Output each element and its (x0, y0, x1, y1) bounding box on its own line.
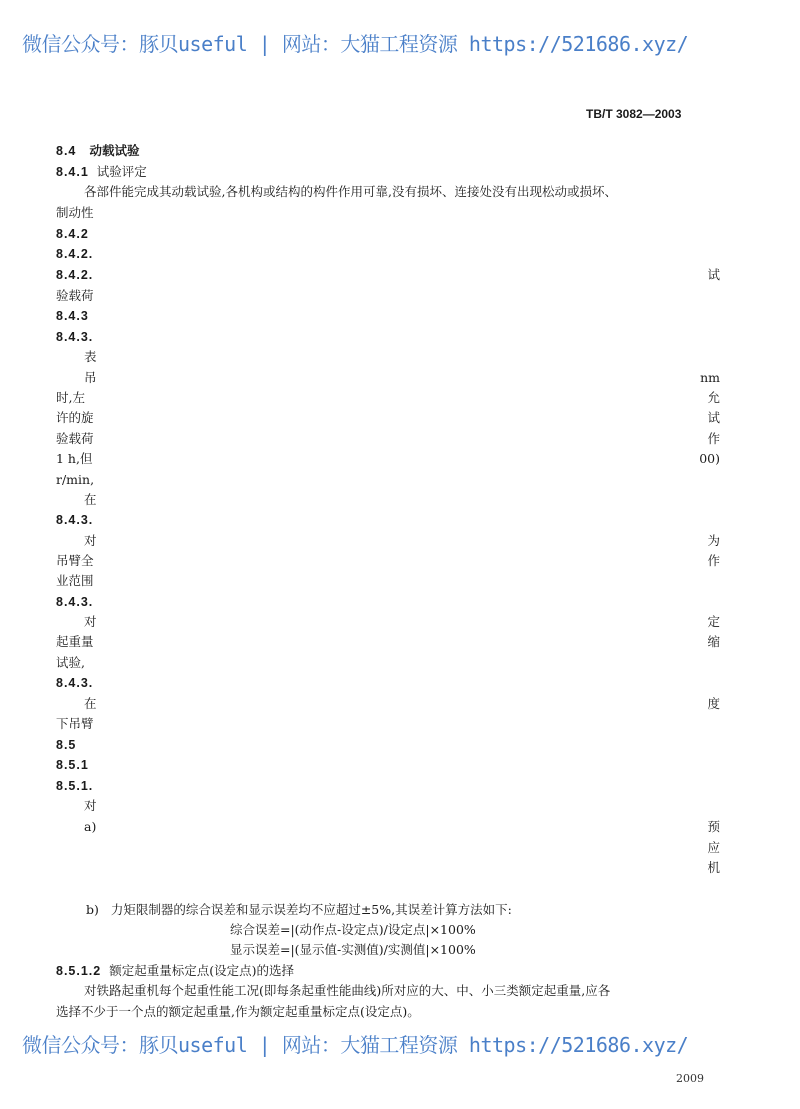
item-label: b) (86, 902, 99, 917)
watermark-bottom: 微信公众号：豚贝useful | 网站：大猫工程资源 https://521686.xyz/ (22, 1033, 689, 1057)
section-title: 动载试验 (89, 143, 140, 158)
section-number: 8.4 (56, 144, 77, 158)
text-fragment: 缩 (707, 634, 720, 649)
text-fragment: 8.4.3. (56, 595, 94, 609)
page-number: 2009 (676, 1072, 704, 1085)
item-b (86, 902, 512, 918)
formula-combined-error: 综合误差=|(动作点-设定点)/设定点|×100% (230, 922, 476, 937)
text-fragment: 1 h,但 (56, 451, 93, 466)
text-fragment: 验载荷 (56, 288, 94, 303)
text-fragment: 8.4.2. (56, 247, 94, 261)
text-fragment: 对 (84, 798, 97, 813)
text-fragment: 试 (707, 410, 720, 425)
text-fragment: 试 (707, 267, 720, 282)
section-title: 额定起重量标定点(设定点)的选择 (109, 963, 294, 978)
text-fragment: 作 (707, 553, 720, 568)
text-fragment: 许的旋 (56, 410, 94, 425)
text-fragment: 8.5.1. (56, 779, 94, 793)
text-fragment: 8.4.3. (56, 330, 94, 344)
text-fragment: 作 (707, 431, 720, 446)
text-fragment: 8.4.3. (56, 513, 94, 527)
text-fragment: nm (700, 370, 720, 385)
section-title: 试验评定 (96, 164, 147, 179)
watermark-top: 微信公众号：豚贝useful | 网站：大猫工程资源 https://521686.xyz/ (22, 32, 689, 56)
heading-8-4-1 (56, 164, 147, 180)
heading-8-5-1-2 (56, 963, 294, 979)
text-fragment: 00) (699, 451, 720, 466)
text-fragment: 吊 (84, 370, 97, 385)
text-fragment: 试验, (56, 655, 85, 670)
paragraph-line: 对铁路起重机每个起重性能工况(即每条起重性能曲线)所对应的大、中、小三类额定起重量,应各 (84, 983, 611, 998)
text-fragment: 对 (84, 533, 97, 548)
paragraph-line: 各部件能完成其动载试验,各机构或结构的构件作用可靠,没有损坏、连接处没有出现松动或损坏、 (84, 184, 617, 199)
text-fragment: 业范围 (56, 573, 94, 588)
section-number: 8.4.1 (56, 165, 89, 179)
heading-8-4 (56, 143, 139, 159)
paragraph-line: 制动性 (56, 205, 94, 220)
text-fragment: 下吊臂 (56, 716, 94, 731)
text-fragment: 8.4.3. (56, 676, 94, 690)
text-fragment: 8.5 (56, 738, 77, 752)
text-fragment: 起重量 (56, 634, 94, 649)
text-fragment: 8.4.3 (56, 309, 89, 323)
text-fragment: 验载荷 (56, 431, 94, 446)
text-fragment: 在 (84, 696, 97, 711)
text-fragment: a) (84, 819, 97, 834)
text-fragment: 为 (707, 533, 720, 548)
text-fragment: 8.4.2. (56, 268, 94, 282)
standard-number: TB/T 3082—2003 (586, 107, 682, 121)
text-fragment: 应 (707, 840, 720, 855)
text-fragment: 允 (707, 390, 720, 405)
text-fragment: 在 (84, 492, 97, 507)
text-fragment: 对 (84, 614, 97, 629)
text-fragment: 表 (84, 349, 97, 364)
text-fragment: 机 (707, 860, 720, 875)
paragraph-line: 选择不少于一个点的额定起重量,作为额定起重量标定点(设定点)。 (56, 1004, 420, 1019)
item-text: 力矩限制器的综合误差和显示误差均不应超过±5%,其误差计算方法如下: (110, 902, 512, 917)
text-fragment: 度 (707, 696, 720, 711)
text-fragment: 定 (707, 614, 720, 629)
section-number: 8.5.1.2 (56, 964, 102, 978)
text-fragment: 8.4.2 (56, 227, 89, 241)
formula-display-error: 显示误差=|(显示值-实测值)/实测值|×100% (230, 942, 476, 957)
text-fragment: 时,左 (56, 390, 85, 405)
text-fragment: 预 (707, 819, 720, 834)
text-fragment: 吊臂全 (56, 553, 94, 568)
text-fragment: 8.5.1 (56, 758, 89, 772)
text-fragment: r/min, (56, 472, 95, 487)
